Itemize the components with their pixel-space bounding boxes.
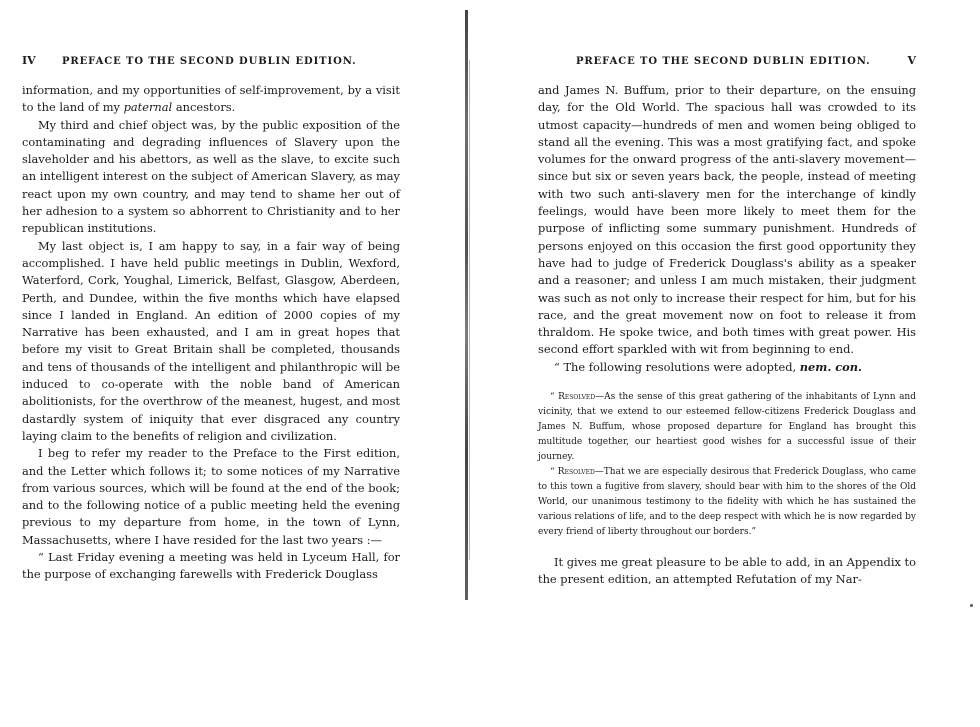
left-page: [22, 48, 400, 584]
left-paragraph-4: I beg to refer my reader to the Preface to the First edition, and the Letter which follows it; to some notices of my Narrative from various sources, which will be found at the end of the book; and to the following notice of a public meeting held the evening previous to my departure from home, in the town of Lynn, Massachusetts, where I have resided for the last two years :—: [22, 446, 400, 547]
resolution-2: [538, 465, 916, 540]
right-running-head: [538, 48, 916, 70]
book-gutter-shadow: [469, 60, 470, 560]
left-running-head: [22, 48, 400, 70]
resolutions-block: [538, 390, 916, 540]
left-paragraph-1: [22, 82, 400, 117]
right-p2-start: “ The following resolutions were adopted,: [554, 359, 800, 374]
right-paragraph-3: It gives me great pleasure to be able to add, in an Appendix to the present edition, an attempted Refutation of my Nar-: [538, 555, 916, 587]
right-paragraph-2: [538, 359, 916, 376]
left-paragraph-2: My third and chief object was, by the public exposition of the contaminating and degrading influences of Slavery upon the slaveholder and his abettors, as well as the slave, to excite such an intelligent interest on the subject of American Slavery, as may react upon my own country, and may tend to shame her out of her adhesion to a system so abhorrent to Christianity and to her republican institutions.: [22, 117, 400, 236]
book-gutter: [465, 10, 468, 600]
left-p1-end: ancestors.: [172, 100, 236, 115]
resolution-1-text: —As the sense of this great gathering of the inhabitants of Lynn and vicinity, that we extend to our esteemed fellow-citizens Frederick Douglass and James N. Buffum, whose proposed departure for England has brought this multitude together, our heartiest good wishes for a successful issue of their journey.: [538, 392, 916, 463]
right-p2-italic: nem. con.: [799, 359, 863, 374]
left-p1-italic: paternal: [123, 100, 173, 115]
left-p1-start: information, and my opportunities of self-improvement, by a visit to the land of my: [22, 83, 400, 115]
resolution-2-lead: “ Resolved: [550, 467, 595, 478]
resolution-1-lead: “ Resolved: [550, 392, 596, 403]
scan-speck: [970, 604, 973, 607]
right-running-title: PREFACE TO THE SECOND DUBLIN EDITION.: [576, 56, 871, 67]
left-paragraph-3: My last object is, I am happy to say, in a fair way of being accomplished. I have held public meetings in Dublin, Wexford, Waterford, Cork, Youghal, Limerick, Belfast, Glasgow, Aberdeen, Perth, and Dundee, within the five months which have elapsed since I landed in England. An edition of 2000 copies of my Narrative has been exhausted, and I am in great hopes that before my visit to Great Britain shall be completed, thousands and tens of thousands of the intelligent and philanthropic will be induced to co-operate with the noble band of American abolitionists, for the overthrow of the meanest, hugest, and most dastardly system of iniquity that ever disgraced any country laying claim to the benefits of religion and civilization.: [22, 238, 400, 443]
left-running-title: PREFACE TO THE SECOND DUBLIN EDITION.: [62, 56, 357, 67]
right-paragraph-1: and James N. Buffum, prior to their departure, on the ensuing day, for the Old World. The spacious hall was crowded to its utmost capacity—hundreds of men and women being obliged to stand all the evening. This was a most gratifying fact, and spoke volumes for the onward progress of the anti-slavery movement—since but six or seven years back, the people, instead of meeting with two such anti-slavery men for the interchange of kindly feelings, would have been more likely to meet them for the purpose of inflicting some summary punishment. Hundreds of persons enjoyed on this occasion the first good opportunity they have had to judge of Frederick Douglass's ability as a speaker and a reasoner; and unless I am much mistaken, their judgment was such as not only to increase their respect for him, but for his race, and the great movement now on foot to release it from thraldom. He spoke twice, and both times with great power. His second effort sparkled with wit from beginning to end.: [538, 83, 916, 357]
left-paragraph-5: “ Last Friday evening a meeting was held in Lyceum Hall, for the purpose of exchanging farewells with Frederick Douglass: [22, 550, 400, 582]
right-page: [538, 48, 916, 589]
resolution-1: [538, 390, 916, 465]
right-page-number: V: [907, 54, 916, 67]
resolution-2-text: —That we are especially desirous that Frederick Douglass, who came to this town a fugitive from slavery, should bear with him to the shores of the Old World, our unanimous testimony to the fidelity with which he has sustained the various relations of life, and to the deep respect with which he is now regarded by every friend of liberty throughout our borders.”: [538, 467, 916, 538]
left-page-number: IV: [22, 54, 36, 67]
